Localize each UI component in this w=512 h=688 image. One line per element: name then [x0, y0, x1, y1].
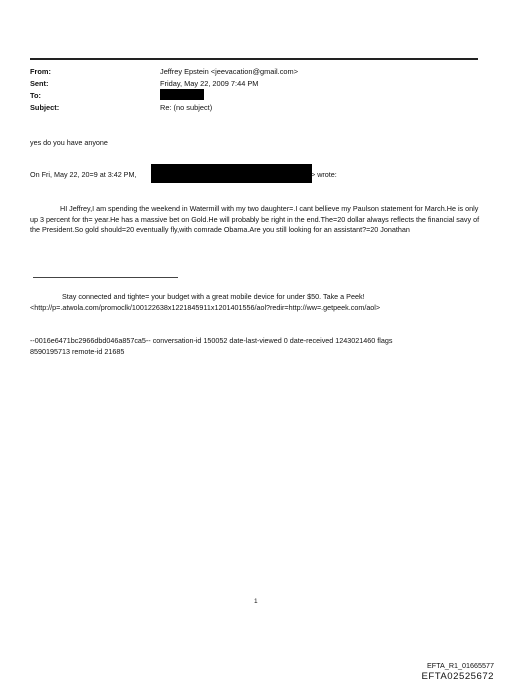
subject-row	[30, 102, 480, 114]
bates-number-1: EFTA_R1_01665577	[427, 661, 494, 670]
page-number: 1	[254, 598, 258, 605]
subject-label: Subject:	[30, 103, 60, 112]
to-label: To:	[30, 91, 41, 100]
subject-value: Re: (no subject)	[160, 103, 213, 112]
sender-redaction	[151, 164, 312, 183]
bates-number-2: EFTA02525672	[421, 671, 494, 682]
sent-label: Sent:	[30, 79, 49, 88]
from-value: Jeffrey Epstein <jeevacation@gmail.com>	[160, 67, 299, 76]
reply-text: yes do you have anyone	[30, 138, 108, 147]
ad-line-2: <http://p=.atwola.com/promoclk/100122638x1221845911x1201401556/aol?redir=http://ww=.getpeek.com/aol>	[30, 303, 381, 312]
quote-wrote: > wrote:	[311, 170, 337, 179]
to-row	[30, 90, 480, 102]
ad-line-1: Stay connected and tighte= your budget with a great mobile device for under $50. Take a Peek!	[62, 292, 365, 301]
header-top-rule	[30, 58, 478, 60]
signature-rule	[33, 277, 178, 278]
metadata-line-1: --0016e6471bc2966dbd046a857ca5-- conversation-id 150052 date-last-viewed 0 date-received 1243021460 flags	[30, 336, 393, 345]
from-label: From:	[30, 67, 51, 76]
quote-intro: On Fri, May 22, 20=9 at 3:42 PM,	[30, 170, 137, 179]
quoted-message: HI Jeffrey,I am spending the weekend in Watermill with my two daughter=.I cant bellieve my Paulson statement for March.He is only up 3 percent for th= year.He has a massive bet on Gold.He will probably be right in the end.The=20 dollar always reflects the financial savy of the President.So gold should=20 eventually fly,with comrade Obama.Are you still looking for an assistant?=20 Jonathan	[30, 204, 480, 235]
from-row	[30, 66, 480, 78]
sent-row	[30, 78, 480, 90]
sent-value: Friday, May 22, 2009 7:44 PM	[160, 79, 259, 88]
metadata-line-2: 8590195713 remote-id 21685	[30, 347, 125, 356]
to-redaction	[160, 89, 204, 100]
